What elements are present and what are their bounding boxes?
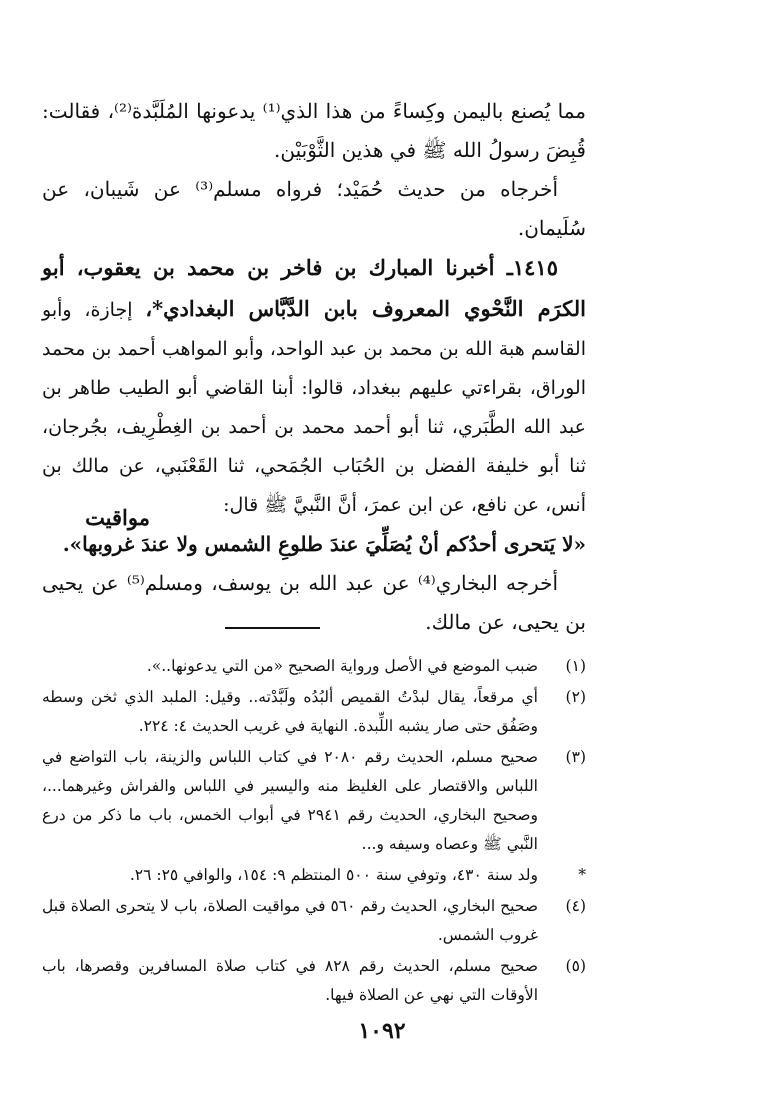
footnote — [42, 683, 586, 741]
footnote-number: * — [578, 866, 586, 884]
footnote — [42, 861, 586, 890]
footnote-text: أي مرقعاً، يقال لبدْتُ القميص ألبُدُه ولَبَّدْته.. وقيل: الملبد الذي ثخن وسطه وصَفُق حتى صار يشبه اللِّبدة. النهاية في غريب الحديث ٤: ٢٢٤. — [42, 688, 538, 735]
footnote-number: (١) — [565, 657, 586, 675]
isnad-text: إجازة، وأبو القاسم هبة الله بن محمد بن عبد الواحد، وأبو المواهب أحمد بن محمد الوراق، بقراءتي عليهم ببغداد، قالوا: أبنا القاضي أبو الطيب طاهر بن عبد الله الطَّبَري، ثنا أبو أحمد محمد بن أحمد بن الغِطْرِيف، بجُرجان، ثنا أبو خليفة الفضل بن الحُبَاب الجُمَحي، ثنا القَعْنَبي، عن مالك بن أنس، عن نافع، عن ابن عمرَ، أنَّ النَّبيَّ ﷺ قال: — [42, 299, 586, 516]
footnote — [42, 892, 586, 950]
footnote — [42, 743, 586, 859]
footnote-number: (٥) — [565, 957, 586, 975]
footnote-number: (٤) — [565, 897, 586, 915]
footnote-text: ضبب الموضع في الأصل ورواية الصحيح «من التي يدعونها..». — [146, 657, 538, 675]
footnote-text: صحيح البخاري، الحديث رقم ٥٦٠ في مواقيت الصلاة، باب لا يتحرى الصلاة قبل غروب الشمس. — [42, 897, 539, 944]
footnote-number: (٣) — [565, 748, 586, 766]
page-number: ١٠٩٢ — [358, 1018, 406, 1044]
main-text — [42, 92, 586, 642]
footnotes — [42, 652, 586, 1012]
hadith-heading: ١٤١٥ـ أخبرنا المبارك بن فاخر بن محمد بن يعقوب، أبو الكرَم النَّحْوي المعروف بابن الدَّبَّاس البغدادي*، — [42, 255, 586, 321]
paragraph-2: أخرجاه من حديث حُمَيْد؛ فرواه مسلم⁽³⁾ عن شَيبان، عن سُلَيمان. — [42, 177, 586, 240]
footnote — [42, 652, 586, 681]
footnote — [42, 952, 586, 1010]
footnote-text: صحيح مسلم، الحديث رقم ٢٠٨٠ في كتاب اللباس والزينة، باب التواضع في اللباس والاقتصار على الغليظ منه واليسير في اللباس والفراش وغيرهما...، وصحيح البخاري، الحديث رقم ٢٩٤١ في أبواب الخمس، باب ما ذكر من درع النَّبي ﷺ وعصاه وسيفه و... — [42, 748, 538, 853]
hadith-text: «لا يَتحرى أحدُكم أنْ يُصَلِّيَ عندَ طلوعِ الشمس ولا عندَ غروبها». — [62, 532, 586, 556]
side-note: مواقيت — [85, 505, 150, 530]
footnote-divider — [225, 627, 320, 629]
footnote-text: ولد سنة ٤٣٠، وتوفي سنة ٥٠٠ المنتظم ٩: ١٥٤، والوافي ٢٥: ٢٦. — [129, 866, 538, 884]
footnote-text: صحيح مسلم، الحديث رقم ٨٢٨ في كتاب صلاة المسافرين وقصرها، باب الأوقات التي نهي عن الصلاة فيها. — [42, 957, 538, 1004]
takhrij: أخرجه البخاري⁽⁴⁾ عن عبد الله بن يوسف، ومسلم⁽⁵⁾ عن يحيى بن يحيى، عن مالك. — [42, 571, 586, 634]
footnote-number: (٢) — [565, 688, 586, 706]
paragraph-1: مما يُصنع باليمن وكِساءً من هذا الذي⁽¹⁾ يدعونها المُلَبَّدة⁽²⁾، فقالت: قُبِضَ رسولُ الله ﷺ في هذين الثَّوْبَيْن. — [42, 99, 587, 162]
hadith-isnad — [42, 248, 586, 525]
